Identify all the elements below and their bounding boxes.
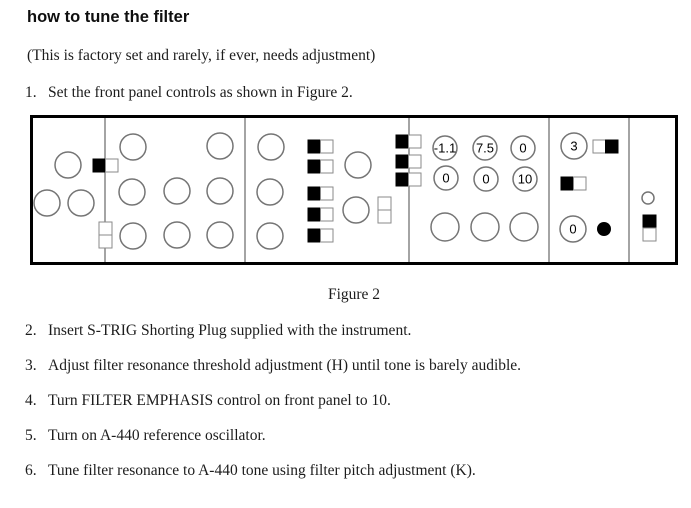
rocker-switch: [396, 135, 421, 148]
knob: [471, 213, 499, 241]
knob: [510, 213, 538, 241]
rocker-switch-half: [308, 208, 321, 221]
rocker-switch-half: [321, 160, 334, 173]
knob: [345, 152, 371, 178]
step-item-5: [0, 427, 691, 444]
step-number: 5.: [25, 427, 37, 444]
knob-value-label: 0: [569, 221, 577, 237]
step-item-3: [0, 357, 691, 374]
rocker-switch-half: [99, 235, 112, 248]
rocker-switch: [308, 140, 333, 153]
knob: [34, 190, 60, 216]
step-text: Adjust filter resonance threshold adjustment (H) until tone is barely audible.: [48, 357, 522, 374]
step-text: Insert S-TRIG Shorting Plug supplied with the instrument.: [48, 322, 412, 339]
step-item-1: [0, 84, 691, 101]
step-number: 6.: [25, 462, 37, 479]
step-number: 3.: [25, 357, 37, 374]
rocker-switch-half: [409, 173, 422, 186]
knob: [119, 179, 145, 205]
knob: [68, 190, 94, 216]
rocker-switch: [396, 155, 421, 168]
rocker-switch: [643, 215, 656, 241]
knob: [431, 213, 459, 241]
knob-value-label: 3: [570, 138, 578, 154]
rocker-switch-half: [308, 160, 321, 173]
knob: [207, 133, 233, 159]
rocker-switch-half: [308, 187, 321, 200]
step-text: Turn on A-440 reference oscillator.: [48, 427, 266, 444]
knob: [207, 178, 233, 204]
rocker-switch-half: [93, 159, 106, 172]
rocker-switch-half: [396, 135, 409, 148]
subtitle-note: (This is factory set and rarely, if ever, needs adjustment): [27, 47, 376, 64]
rocker-switch: [308, 208, 333, 221]
rocker-switch-half: [321, 208, 334, 221]
rocker-switch-half: [606, 140, 619, 153]
rocker-switch-half: [561, 177, 574, 190]
step-text: Tune filter resonance to A-440 tone using filter pitch adjustment (K).: [48, 462, 476, 479]
rocker-switch-half: [593, 140, 606, 153]
knob: [258, 134, 284, 160]
rocker-switch-half: [321, 140, 334, 153]
knob: [642, 192, 654, 204]
page-title: how to tune the filter: [27, 8, 190, 26]
knob: [55, 152, 81, 178]
knob-value-label: 0: [482, 171, 490, 187]
instruction-steps: [0, 322, 691, 479]
knob: [164, 222, 190, 248]
rocker-switch-half: [409, 135, 422, 148]
rocker-switch: [561, 177, 586, 190]
knob: [120, 134, 146, 160]
step-item-2: [0, 322, 691, 339]
rocker-switch-half: [643, 228, 656, 241]
rocker-switch: [93, 159, 118, 172]
rocker-switch-half: [308, 140, 321, 153]
rocker-switch-half: [396, 173, 409, 186]
rocker-switch-half: [321, 187, 334, 200]
knob: [257, 223, 283, 249]
step-item-4: [0, 392, 691, 409]
knob: [120, 223, 146, 249]
rocker-switch: [308, 187, 333, 200]
step-text: Turn FILTER EMPHASIS control on front panel to 10.: [48, 392, 391, 409]
rocker-switch-half: [396, 155, 409, 168]
figure-2-diagram: [30, 115, 678, 265]
step-text: Set the front panel controls as shown in Figure 2.: [48, 84, 353, 101]
knob: [257, 179, 283, 205]
rocker-switch: [593, 140, 618, 153]
rocker-switch-half: [308, 229, 321, 242]
knob-value-label: 0: [519, 140, 527, 156]
rocker-switch-half: [321, 229, 334, 242]
knob: [207, 222, 233, 248]
rocker-switch: [308, 160, 333, 173]
rocker-switch-half: [409, 155, 422, 168]
knob-value-label: 10: [517, 171, 533, 187]
rocker-switch-half: [99, 222, 112, 235]
step-item-6: [0, 462, 691, 479]
rocker-switch-half: [106, 159, 119, 172]
indicator-dot: [597, 222, 611, 236]
step-number: 1.: [25, 84, 37, 101]
rocker-switch-half: [574, 177, 587, 190]
rocker-switch: [308, 229, 333, 242]
knob-value-label: 7.5: [475, 140, 495, 156]
knob-value-label: 0: [442, 170, 450, 186]
rocker-switch-half: [378, 197, 391, 210]
step-number: 2.: [25, 322, 37, 339]
document-page: [0, 8, 691, 508]
knob: [343, 197, 369, 223]
rocker-switch: [378, 197, 391, 223]
panel-diagram-svg: [30, 115, 678, 265]
rocker-switch-half: [378, 210, 391, 223]
knob: [164, 178, 190, 204]
step-number: 4.: [25, 392, 37, 409]
figure-caption: Figure 2: [327, 286, 381, 303]
rocker-switch-half: [643, 215, 656, 228]
rocker-switch: [99, 222, 112, 248]
knob-value-label: -1.1: [433, 140, 457, 156]
rocker-switch: [396, 173, 421, 186]
